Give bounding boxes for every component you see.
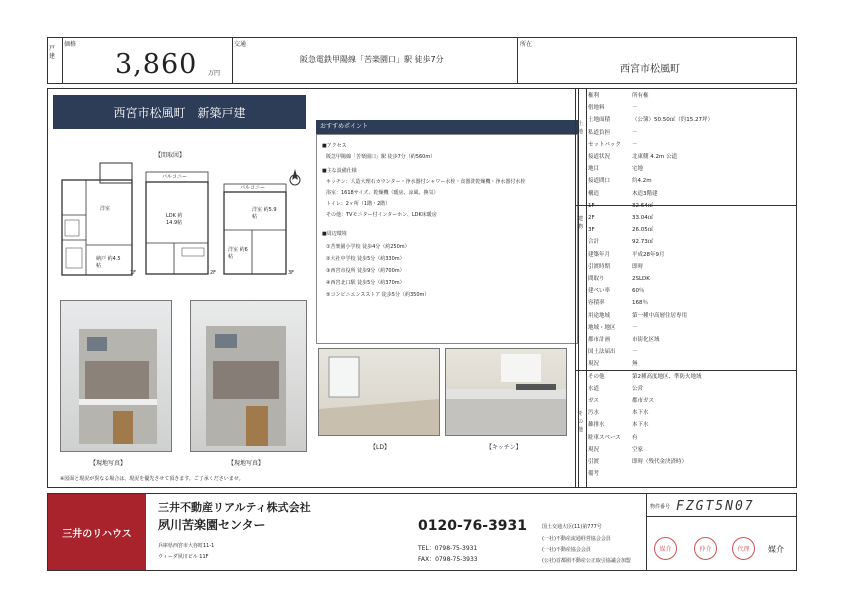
spec-row — [588, 383, 795, 395]
spec-value: － — [632, 105, 638, 112]
stamp-text: 媒介 — [659, 546, 672, 553]
price-label: 価格 — [64, 41, 77, 48]
kitchen-photo — [445, 348, 567, 436]
spec-label: 合計 — [588, 239, 600, 246]
recommend-line: キッチン：人造大理石カウンター・浄水器付シャワー水栓・食器洗乾燥機・浄水器付水栓 — [326, 179, 526, 185]
title-banner — [53, 95, 306, 129]
brand-text: 三井のリハウス — [62, 528, 132, 540]
spec-label: 構造 — [588, 190, 600, 197]
spec-value: 無 — [632, 361, 638, 368]
spec-row — [588, 261, 795, 273]
stamp-text: 仲介 — [699, 546, 712, 553]
section-other: その他 — [578, 411, 584, 433]
spec-value: 即時（残代金決済時） — [632, 459, 688, 466]
spec-value: 2SLDK — [632, 276, 650, 283]
spec-label: 土地面積 — [588, 117, 611, 124]
spec-value: 60％ — [632, 288, 645, 295]
spec-label: 借地料 — [588, 105, 605, 112]
spec-value: － — [632, 349, 638, 356]
floor-plan-2f — [144, 168, 219, 278]
spec-value: 有 — [632, 434, 638, 441]
fax-line: FAX：0798-75-3933 — [418, 556, 478, 563]
spec-label: 1F — [588, 202, 595, 209]
spec-row — [588, 407, 795, 419]
floor-label: 1F — [130, 270, 137, 276]
spec-value: 第2種高度地区、準防火地域 — [632, 373, 702, 380]
assoc-line: (一社)不動産流通経営協会会員 — [542, 536, 611, 542]
spec-rows — [588, 90, 795, 486]
spec-label: 現況 — [588, 361, 600, 368]
spec-value: 168％ — [632, 300, 648, 307]
stamp-text: 代理 — [737, 546, 750, 553]
spec-label: 雑排水 — [588, 422, 605, 429]
spec-row — [588, 151, 795, 163]
spec-label: その他 — [588, 373, 605, 380]
spec-label: 接道間口 — [588, 178, 611, 185]
recommend-line: ②大社中学校 徒歩5分（約330m） — [326, 256, 405, 262]
access-label: 交通 — [234, 41, 247, 48]
spec-label: 都市計画 — [588, 337, 611, 344]
spec-label: 私道負担 — [588, 129, 611, 136]
spec-label: 2F — [588, 215, 595, 222]
spec-row — [588, 322, 795, 334]
spec-label: 接道状況 — [588, 154, 611, 161]
recommend-line: 浴室：1618サイズ、乾燥機（暖房、涼風、換気） — [326, 190, 439, 196]
price-value: 3,860 — [115, 49, 198, 80]
spec-row — [588, 139, 795, 151]
spec-row — [588, 114, 795, 126]
address-line2: ウィーダ夙川ビル 11F — [158, 554, 209, 560]
recommend-line: ①苦楽園小学校 徒歩4分（約250m） — [326, 244, 410, 250]
spec-value: 平成28年9月 — [632, 251, 665, 258]
exterior-photo-2 — [190, 300, 307, 452]
room-label: 納戸 約4.5帖 — [96, 256, 121, 269]
spec-label: ガス — [588, 398, 600, 405]
photo-caption: 【LD】 — [370, 444, 390, 451]
room-label: LDK 約14.9帖 — [166, 213, 183, 226]
room-label: バルコニー — [240, 185, 266, 191]
floorplan-title: 【間取図】 — [155, 152, 186, 159]
spec-label: 建築年月 — [588, 251, 611, 258]
room-label: 洋室 約6帖 — [228, 247, 248, 260]
license-line: 国土交通大臣(11)第777号 — [542, 524, 602, 530]
recommend-header — [316, 120, 578, 134]
spec-row — [588, 432, 795, 444]
spec-value: 北東側 4.2m 公道 — [632, 154, 678, 161]
recommend-line: 阪急甲陽線「苦楽園口」駅 徒歩7分（約560m） — [326, 154, 436, 160]
spec-row — [588, 200, 795, 212]
type-label: 戸建 — [49, 45, 56, 60]
spec-label: 備考 — [588, 471, 600, 478]
spec-label: 間取り — [588, 276, 605, 283]
spec-row — [588, 346, 795, 358]
recommend-line: ■周辺環境 — [322, 231, 347, 237]
spec-row — [588, 102, 795, 114]
spec-label: 建ぺい率 — [588, 288, 611, 295]
spec-label: 容積率 — [588, 300, 605, 307]
banner-text: 西宮市松風町 新築戸建 — [113, 105, 246, 120]
recommend-line: トイレ：2ヶ所（1階・2階） — [326, 201, 391, 207]
spec-label: セットバック — [588, 141, 621, 148]
spec-label: 引渡 — [588, 459, 600, 466]
company-name: 三井不動産リアルティ株式会社 — [158, 501, 311, 514]
floor-label: 3F — [288, 270, 295, 276]
stamp-icon — [654, 537, 677, 560]
access-value: 阪急電鉄甲陽線「苦楽園口」駅 徒歩7分 — [300, 55, 444, 64]
spec-label: 用途地域 — [588, 312, 611, 319]
branch-name: 夙川苦楽園センター — [158, 518, 266, 532]
spec-label: 国土法届出 — [588, 349, 616, 356]
spec-row — [588, 273, 795, 285]
price-unit: 万円 — [208, 70, 221, 77]
spec-label: 3F — [588, 227, 595, 234]
recommend-line: ④西宮北口駅 徒歩5分（約370m） — [326, 280, 405, 286]
location-label: 所在 — [520, 41, 533, 48]
spec-row — [588, 444, 795, 456]
floor-label: 2F — [210, 270, 217, 276]
room-label: 洋室 約5.9帖 — [252, 207, 277, 220]
spec-row — [588, 90, 795, 102]
footnote: ※図面と現況が異なる場合は、現況を優先させて頂きます。ご了承くださいませ。 — [60, 476, 244, 482]
recommend-line: ③西宮市役所 徒歩9分（約700m） — [326, 268, 405, 274]
spec-label: 駐車スペース — [588, 434, 621, 441]
spec-row — [588, 224, 795, 236]
spec-value: 本下水 — [632, 410, 649, 417]
spec-value: 宅地 — [632, 166, 644, 173]
spec-row — [588, 358, 795, 370]
tel-line: TEL：0798-75-3931 — [418, 545, 478, 552]
section-building: 建物 — [578, 216, 584, 230]
code-label: 物件番号 — [650, 504, 671, 510]
spec-label: 引渡時期 — [588, 263, 611, 270]
assoc-line: (一社)不動産協会会員 — [542, 547, 591, 553]
spec-row — [588, 468, 795, 480]
location-value: 西宮市松風町 — [620, 64, 680, 75]
spec-value: 32.64㎡ — [632, 202, 654, 209]
spec-value: 木造3階建 — [632, 190, 658, 197]
address-line1: 兵庫県西宮市大谷町11-1 — [158, 543, 215, 549]
deal-type: 媒介 — [768, 545, 784, 554]
spec-row — [588, 127, 795, 139]
assoc-line: (公社)首都圏不動産公正取引協議会加盟 — [542, 558, 631, 564]
spec-row — [588, 419, 795, 431]
recommend-title: おすすめポイント — [320, 123, 369, 130]
spec-row — [588, 188, 795, 200]
spec-row — [588, 456, 795, 468]
spec-label: 水道 — [588, 385, 600, 392]
spec-row — [588, 334, 795, 346]
exterior-photo-1 — [60, 300, 172, 452]
spec-row — [588, 249, 795, 261]
spec-value: 約4.2m — [632, 178, 652, 185]
stamp-icon — [732, 537, 755, 560]
spec-row — [588, 163, 795, 175]
spec-row — [588, 371, 795, 383]
recommend-line: ■主な設備仕様 — [322, 168, 357, 174]
spec-value: 所有権 — [632, 93, 649, 99]
spec-value: － — [632, 129, 638, 136]
property-code: FZGT5N07 — [676, 499, 755, 514]
spec-value: 空家 — [632, 446, 644, 453]
spec-row — [588, 175, 795, 187]
section-land: 土地 — [578, 121, 584, 135]
spec-row — [588, 297, 795, 309]
photo-caption: 【現地写真】 — [228, 460, 265, 467]
spec-label: 地域・地区 — [588, 324, 616, 331]
spec-value: 33.04㎡ — [632, 215, 654, 222]
spec-value: 第一種中高層住居専用 — [632, 312, 688, 319]
spec-label: 地目 — [588, 166, 600, 173]
spec-value: 公営 — [632, 385, 644, 392]
spec-row — [588, 310, 795, 322]
spec-row — [588, 285, 795, 297]
spec-value: 即時 — [632, 263, 644, 270]
spec-value: 26.05㎡ — [632, 227, 654, 234]
spec-value: 都市ガス — [632, 398, 655, 405]
floor-plan-1f — [60, 160, 138, 278]
spec-row — [588, 212, 795, 224]
phone-number: 0120-76-3931 — [418, 518, 528, 534]
stamp-icon — [694, 537, 717, 560]
floor-plan-3f — [222, 180, 300, 278]
brand-logo — [48, 494, 146, 570]
ld-photo — [318, 348, 440, 436]
spec-label: 汚水 — [588, 410, 600, 417]
recommend-line: その他：TVモニター付インターホン、LDK床暖房 — [326, 212, 437, 218]
room-label: 洋室 — [100, 206, 111, 212]
spec-label: 現況 — [588, 446, 600, 453]
spec-label: 権利 — [588, 93, 600, 99]
spec-value: 本下水 — [632, 422, 649, 429]
spec-value: （公簿）50.50㎡（約15.27坪） — [632, 117, 713, 124]
compass-icon — [288, 168, 302, 188]
photo-caption: 【キッチン】 — [486, 444, 522, 451]
room-label: バルコニー — [162, 174, 188, 180]
spec-value: 市街化区域 — [632, 337, 660, 344]
spec-row — [588, 236, 795, 248]
spec-value: － — [632, 141, 638, 148]
spec-row — [588, 395, 795, 407]
spec-value: 92.73㎡ — [632, 239, 654, 246]
recommend-line: ⑤コンビニエンスストア 徒歩5分（約350m） — [326, 292, 430, 298]
photo-caption: 【現地写真】 — [90, 460, 127, 467]
recommend-line: ■アクセス — [322, 143, 347, 149]
recommend-box — [316, 134, 578, 344]
spec-value: － — [632, 324, 638, 331]
